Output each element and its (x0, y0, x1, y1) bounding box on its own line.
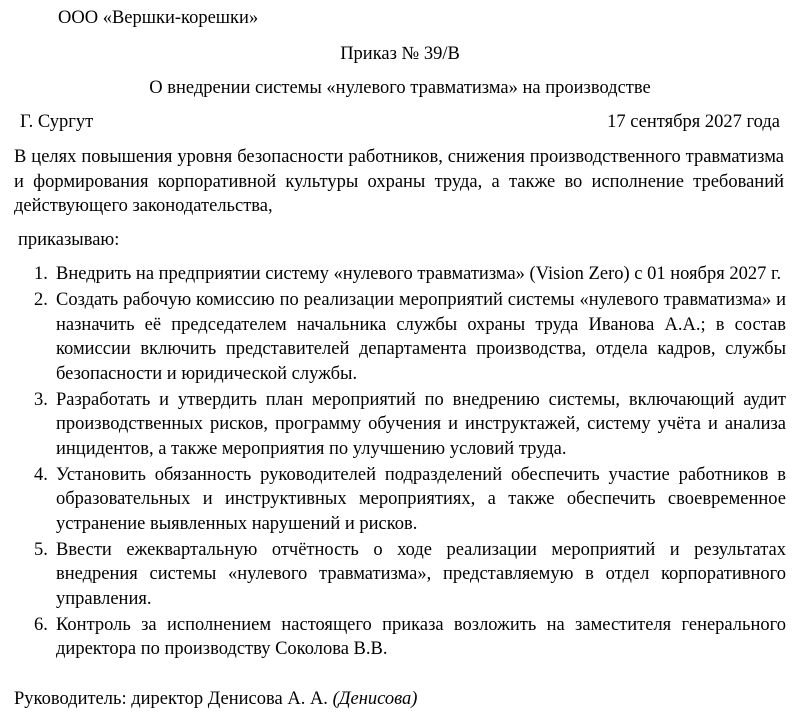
order-title: О внедрении системы «нулевого травматизма» на производстве (149, 78, 651, 98)
company-name: ООО «Вершки-корешки» (58, 8, 259, 28)
signature-label: Руководитель: директор Денисова А. А. (14, 689, 328, 709)
order-item (34, 613, 786, 662)
order-item (34, 388, 786, 462)
order-item-number: 6. (34, 614, 48, 635)
city: Г. Сургут (20, 112, 94, 132)
order-word: приказываю: (18, 230, 120, 250)
order-item-number: 2. (34, 290, 48, 310)
order-item-text: Создать рабочую комиссию по реализации мероприятий системы «нулевого травматизма» и назначить её председателем начальника службы охраны труда Иванова А.А.; в состав комиссии включить представителей департамента производства, отдела кадров, службы безопасности и юридической службы. (56, 290, 786, 384)
order-item-number: 3. (34, 389, 48, 410)
order-date: 17 сентября 2027 года (607, 112, 780, 132)
order-number: Приказ № 39/В (340, 44, 460, 64)
order-item-text: Разработать и утвердить план мероприятий по внедрению системы, включающий аудит производственных рисков, программу обучения и инструктажей, систему учёта и анализа инцидентов, а также мероприятия по улучшению условий труда. (56, 389, 786, 459)
signature-name: (Денисова) (332, 689, 418, 709)
order-item (34, 463, 786, 537)
preamble-paragraph: В целях повышения уровня безопасности работников, снижения производственного травматизма и формирования корпоративной культуры охраны труда, а также во исполнение требований действующего законодательства, (14, 147, 784, 216)
order-item-text: Ввести ежеквартальную отчётность о ходе реализации мероприятий и результатах внедрения системы «нулевого травматизма», представляемую в отдел корпоративного управления. (56, 539, 786, 609)
order-item-text: Внедрить на предприятии систему «нулевого травматизма» (Vision Zero) с 01 ноября 2027 г. (56, 264, 782, 284)
order-item-number: 1. (34, 264, 48, 284)
order-item (34, 538, 786, 612)
order-item-text: Контроль за исполнением настоящего приказа возложить на заместителя генерального директора по производству Соколова В.В. (56, 614, 786, 659)
order-items-list (34, 262, 786, 663)
order-item-text: Установить обязанность руководителей подразделений обеспечить участие работников в образовательных и инструктивных мероприятиях, а также обеспечить своевременное устранение выявленных нарушений и рисков. (56, 464, 786, 534)
order-item-number: 4. (34, 464, 48, 485)
order-item-number: 5. (34, 539, 48, 560)
place-date-line (20, 110, 780, 134)
signature-line (14, 687, 417, 711)
order-item (34, 288, 786, 386)
order-item (34, 262, 786, 287)
